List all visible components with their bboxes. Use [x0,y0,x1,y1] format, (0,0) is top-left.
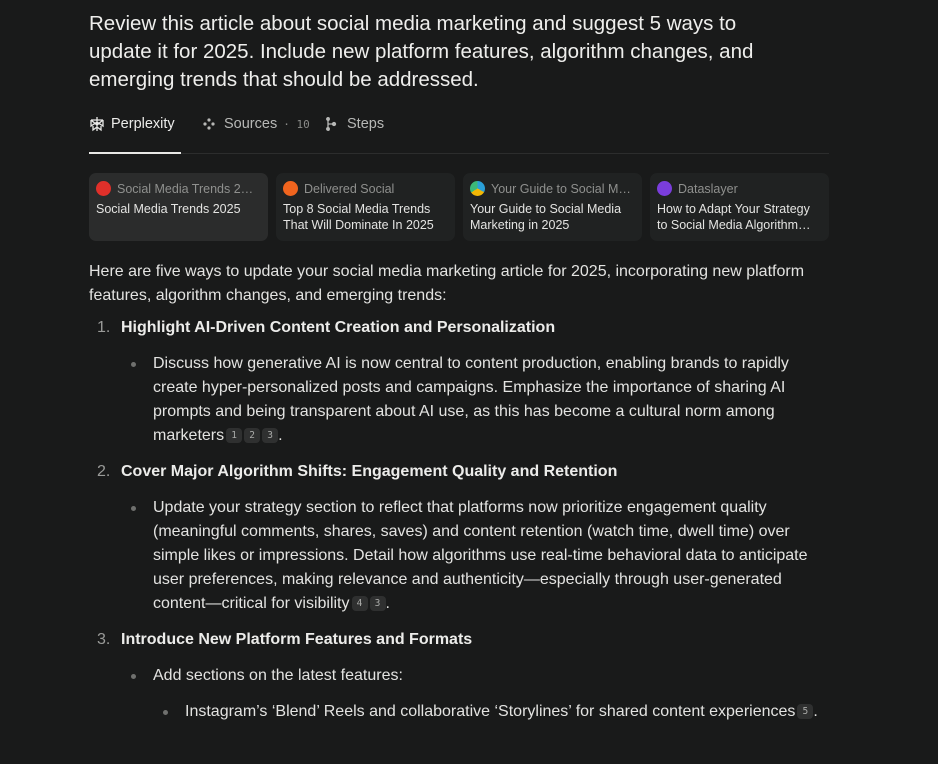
citation-badge[interactable]: 3 [370,596,386,611]
source-title: Your Guide to Social Media Marketing in 2025 [470,202,622,232]
source-site: Your Guide to Social M… [491,181,631,196]
sources-count: · 10 [283,117,310,131]
perplexity-logo-icon [89,116,105,132]
tab-steps-label: Steps [347,116,385,132]
source-title: Social Media Trends 2025 [96,202,241,216]
favicon-icon [470,181,485,196]
item-number: 3. [97,631,111,648]
citation-badge[interactable]: 2 [244,428,260,443]
source-title: How to Adapt Your Strategy to Social Media Algorithm… [657,202,811,232]
tab-sources-label: Sources [224,116,278,132]
bullet-item: Update your strategy section to reflect that platforms now prioritize engagement quality (meaningful comments, shares, saves) and content retention (watch time, dwell time) over simple likes or impressions. Detail how algorithms use real-time behavioral data to anticipate user preferences, making relevance and authenticity—especially through user-generated content—critical for visibility 4 3 . [121,496,829,616]
steps-icon [325,116,341,132]
source-site: Dataslayer [678,181,738,196]
list-item [89,628,829,724]
source-card[interactable] [650,173,829,241]
tab-steps[interactable] [325,116,384,132]
answer-body [89,260,829,736]
source-site: Social Media Trends 2… [117,181,254,196]
source-cards [89,173,829,241]
tab-perplexity[interactable] [89,116,175,132]
citation-badge[interactable]: 1 [226,428,242,443]
sources-icon [202,116,218,132]
source-card[interactable] [463,173,642,241]
citation-badge[interactable]: 3 [262,428,278,443]
tab-perplexity-label: Perplexity [111,116,175,132]
query-text: Review this article about social media marketing and suggest 5 ways to update it for 2025. Include new platform features, algorithm changes, and emerging trends that should be addressed. [89,12,754,91]
answer-list [89,316,829,724]
citation-badge[interactable]: 5 [797,704,813,719]
citation-badge[interactable]: 4 [352,596,368,611]
item-number: 2. [97,463,111,480]
favicon-icon [657,181,672,196]
item-heading: Cover Major Algorithm Shifts: Engagement Quality and Retention [121,463,618,480]
list-item [89,316,829,448]
source-title: Top 8 Social Media Trends That Will Dominate In 2025 [283,202,434,232]
bullet-text: Update your strategy section to reflect that platforms now prioritize engagement quality (meaningful comments, shares, saves) and content retention (watch time, dwell time) over simple likes or impressions. Detail how algorithms use real-time behavioral data to anticipate user preferences, making relevance and authenticity—especially through user-generated content—critical for visibility [153,499,808,612]
item-number: 1. [97,319,111,336]
favicon-icon [96,181,111,196]
bullet-text: Add sections on the latest features: [153,667,403,684]
source-card[interactable] [276,173,455,241]
item-heading: Introduce New Platform Features and Formats [121,631,473,648]
tab-sources[interactable] [202,116,310,132]
item-heading: Highlight AI-Driven Content Creation and Personalization [121,319,556,336]
active-tab-indicator [89,152,181,154]
bullet-text: Discuss how generative AI is now central to content production, enabling brands to rapidly create hyper-personalized posts and campaigns. Emphasize the importance of sharing AI prompts and being transparent about AI use, as this has become a cultural norm among marketers [153,355,789,444]
answer-tabs [89,108,829,154]
answer-intro: Here are five ways to update your social media marketing article for 2025, incorporating new platform features, algorithm changes, and emerging trends: [89,263,805,304]
favicon-icon [283,181,298,196]
list-item [89,460,829,616]
bullet-item [121,664,829,724]
bullet-item: Discuss how generative AI is now central to content production, enabling brands to rapidly create hyper-personalized posts and campaigns. Emphasize the importance of sharing AI prompts and being transparent about AI use, as this has become a cultural norm among marketers 1 2 3 . [121,352,829,448]
source-card[interactable] [89,173,268,241]
sub-bullet-text: Instagram’s ‘Blend’ Reels and collaborative ‘Storylines’ for shared content experiences [185,703,796,720]
source-site: Delivered Social [304,181,395,196]
sub-bullet-item: Instagram’s ‘Blend’ Reels and collaborative ‘Storylines’ for shared content experiences 5 . [153,700,829,724]
